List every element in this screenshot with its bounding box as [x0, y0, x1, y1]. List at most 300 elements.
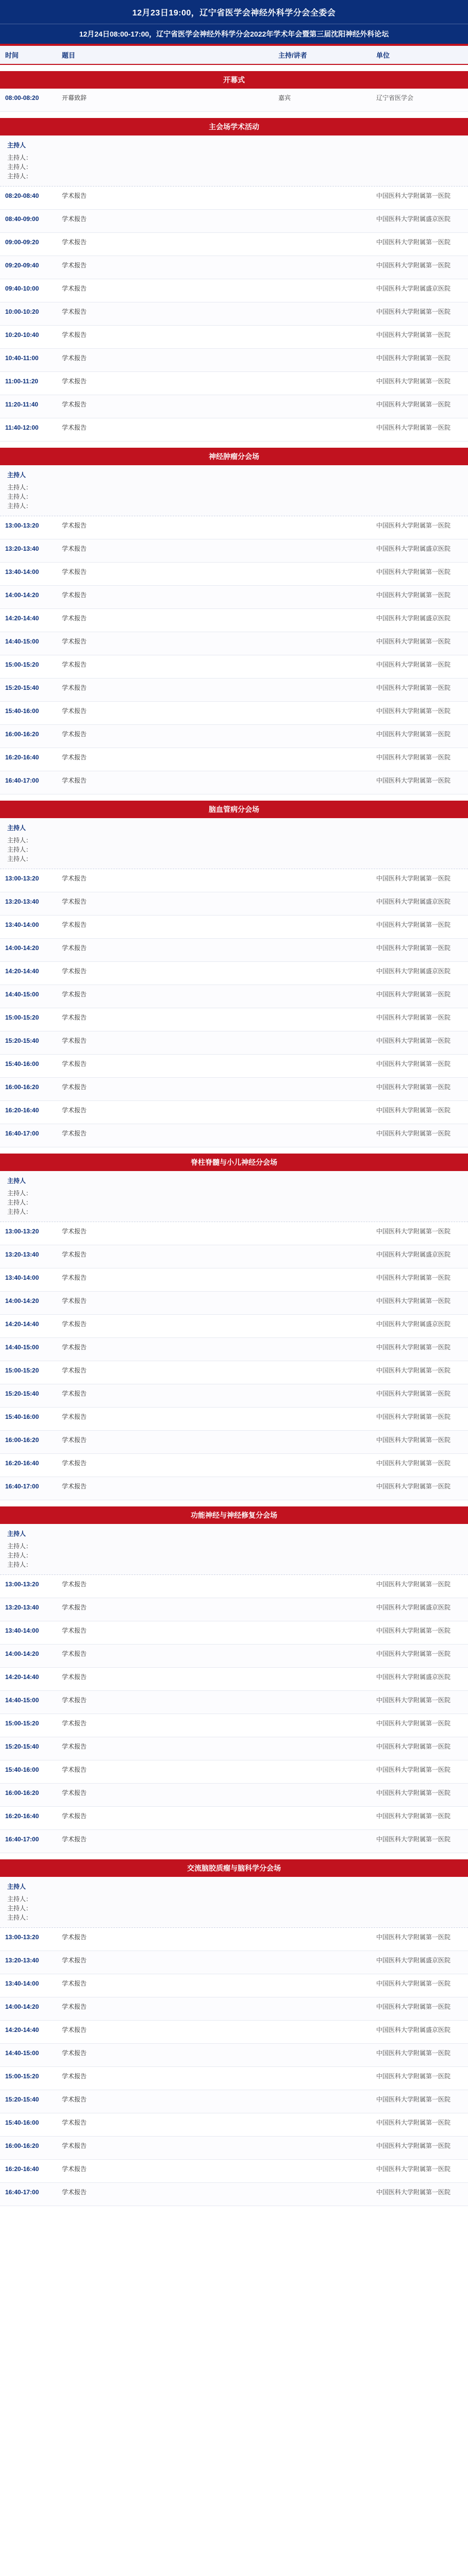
row-speaker — [273, 1575, 371, 1598]
row-topic: 学术报告 — [62, 1083, 87, 1091]
section-title: 主会场学术活动 — [0, 118, 468, 135]
row-speaker — [273, 1784, 371, 1806]
row-speaker — [273, 1361, 371, 1384]
row-time: 13:40-14:00 — [5, 1274, 39, 1281]
row-organization: 中国医科大学附属盛京医院 — [376, 898, 451, 905]
announcement-text: 12月23日19:00，辽宁省医学会神经外科学分会全委会 — [132, 8, 336, 18]
row-time: 13:40-14:00 — [5, 568, 39, 575]
row-time: 15:00-15:20 — [5, 2073, 39, 2080]
schedule-row — [0, 771, 468, 794]
schedule-row — [0, 563, 468, 586]
row-time: 13:00-13:20 — [5, 875, 39, 882]
row-speaker — [273, 1760, 371, 1783]
row-time: 15:40-16:00 — [5, 707, 39, 715]
row-topic: 学术报告 — [62, 2142, 87, 2149]
row-organization: 中国医科大学附属第一医院 — [376, 2142, 451, 2149]
row-organization: 中国医科大学附属第一医院 — [376, 1014, 451, 1021]
row-speaker — [273, 1338, 371, 1361]
schedule-row — [0, 326, 468, 349]
row-speaker — [273, 1408, 371, 1430]
schedule-row — [0, 279, 468, 302]
row-topic: 学术报告 — [62, 331, 87, 338]
row-organization: 中国医科大学附属第一医院 — [376, 1413, 451, 1420]
row-time: 15:20-15:40 — [5, 1743, 39, 1750]
row-time: 16:20-16:40 — [5, 2165, 39, 2173]
row-time: 11:20-11:40 — [5, 401, 39, 408]
schedule-row — [0, 302, 468, 326]
schedule-row — [0, 962, 468, 985]
row-organization: 中国医科大学附属盛京医院 — [376, 285, 451, 292]
column-topic-label: 题目 — [62, 52, 76, 59]
row-topic: 学术报告 — [62, 215, 87, 223]
header — [0, 0, 468, 46]
row-time: 15:00-15:20 — [5, 1720, 39, 1727]
schedule-row — [0, 985, 468, 1008]
moderator-line: 主持人： — [7, 173, 32, 180]
moderator-line: 主持人： — [7, 1895, 32, 1903]
schedule-row — [0, 1621, 468, 1645]
row-topic: 学术报告 — [62, 1980, 87, 1987]
row-speaker — [273, 233, 371, 256]
row-speaker — [273, 1245, 371, 1268]
moderators-block — [0, 1524, 468, 1575]
schedule-row — [0, 1361, 468, 1384]
schedule-row — [0, 1454, 468, 1477]
row-topic: 学术报告 — [62, 424, 87, 431]
moderator-line: 主持人： — [7, 837, 32, 844]
schedule-row — [0, 233, 468, 256]
schedule-section — [0, 1154, 468, 1500]
row-organization: 中国医科大学附属第一医院 — [376, 2096, 451, 2103]
row-speaker — [273, 1031, 371, 1054]
row-topic: 学术报告 — [62, 2026, 87, 2033]
moderator-line: 主持人： — [7, 1552, 32, 1559]
section-title: 神经肿瘤分会场 — [0, 448, 468, 465]
row-speaker — [273, 869, 371, 892]
schedule-row — [0, 1668, 468, 1691]
schedule-row — [0, 1101, 468, 1124]
schedule-row — [0, 1055, 468, 1078]
row-speaker — [273, 1997, 371, 2020]
moderators-label: 主持人 — [7, 471, 26, 479]
schedule-row — [0, 418, 468, 442]
row-topic: 学术报告 — [62, 2119, 87, 2126]
schedule-row — [0, 939, 468, 962]
row-organization: 中国医科大学附属第一医院 — [376, 754, 451, 761]
schedule-row — [0, 2183, 468, 2206]
moderator-line: 主持人： — [7, 1190, 32, 1197]
schedule-row — [0, 1714, 468, 1737]
row-topic: 学术报告 — [62, 2049, 87, 2057]
row-speaker: 嘉宾 — [278, 94, 291, 101]
schedule-row — [0, 869, 468, 892]
row-speaker — [273, 655, 371, 678]
row-organization: 中国医科大学附属第一医院 — [376, 1789, 451, 1797]
schedule-row — [0, 89, 468, 112]
row-speaker — [273, 725, 371, 748]
moderators-block — [0, 135, 468, 187]
schedule-row — [0, 702, 468, 725]
row-speaker — [273, 1101, 371, 1124]
row-topic: 学术报告 — [62, 401, 87, 408]
row-speaker — [273, 962, 371, 985]
row-time: 16:40-17:00 — [5, 2189, 39, 2196]
schedule-row — [0, 1928, 468, 1951]
row-organization: 中国医科大学附属第一医院 — [376, 1483, 451, 1490]
row-topic: 学术报告 — [62, 2189, 87, 2196]
row-topic: 学术报告 — [62, 1037, 87, 1044]
moderators-label: 主持人 — [7, 142, 26, 149]
schedule-row — [0, 1477, 468, 1500]
row-topic: 学术报告 — [62, 754, 87, 761]
row-time: 09:20-09:40 — [5, 262, 39, 269]
row-topic: 学术报告 — [62, 1627, 87, 1634]
row-organization: 中国医科大学附属第一医院 — [376, 1980, 451, 1987]
row-organization: 中国医科大学附属第一医院 — [376, 1344, 451, 1351]
row-topic: 学术报告 — [62, 378, 87, 385]
row-speaker — [273, 1598, 371, 1621]
row-time: 14:40-15:00 — [5, 1344, 39, 1351]
row-speaker — [273, 279, 371, 302]
row-speaker — [273, 1714, 371, 1737]
row-speaker — [273, 916, 371, 938]
schedule-row — [0, 395, 468, 418]
row-speaker — [273, 302, 371, 325]
row-time: 16:00-16:20 — [5, 1083, 39, 1091]
row-speaker — [273, 771, 371, 794]
row-time: 15:40-16:00 — [5, 1060, 39, 1067]
row-speaker — [273, 2021, 371, 2043]
moderator-line: 主持人： — [7, 1199, 32, 1206]
schedule-row — [0, 1268, 468, 1292]
row-topic: 学术报告 — [62, 545, 87, 552]
row-time: 14:00-14:20 — [5, 1650, 39, 1657]
row-speaker — [273, 395, 371, 418]
row-organization: 中国医科大学附属第一医院 — [376, 707, 451, 715]
row-time: 13:20-13:40 — [5, 1957, 39, 1964]
row-topic: 学术报告 — [62, 1413, 87, 1420]
row-time: 11:40-12:00 — [5, 424, 39, 431]
row-speaker — [273, 748, 371, 771]
row-organization: 中国医科大学附属第一医院 — [376, 378, 451, 385]
row-time: 13:20-13:40 — [5, 545, 39, 552]
row-speaker — [273, 1974, 371, 1997]
row-topic: 学术报告 — [62, 777, 87, 784]
row-time: 16:20-16:40 — [5, 754, 39, 761]
row-topic: 学术报告 — [62, 1251, 87, 1258]
row-speaker — [273, 586, 371, 608]
row-topic: 学术报告 — [62, 239, 87, 246]
row-topic: 学术报告 — [62, 1812, 87, 1820]
schedule-row — [0, 1830, 468, 1853]
row-organization: 中国医科大学附属第一医院 — [376, 401, 451, 408]
row-organization: 中国医科大学附属盛京医院 — [376, 968, 451, 975]
row-organization: 中国医科大学附属盛京医院 — [376, 1673, 451, 1681]
row-time: 11:00-11:20 — [5, 378, 39, 385]
schedule-row — [0, 632, 468, 655]
row-organization: 中国医科大学附属第一医院 — [376, 591, 451, 599]
row-organization: 中国医科大学附属第一医院 — [376, 1037, 451, 1044]
row-topic: 学术报告 — [62, 1228, 87, 1235]
row-speaker — [273, 187, 371, 209]
row-organization: 中国医科大学附属第一医院 — [376, 1274, 451, 1281]
row-time: 15:00-15:20 — [5, 661, 39, 668]
row-speaker — [273, 1454, 371, 1477]
row-topic: 学术报告 — [62, 1743, 87, 1750]
schedule-row — [0, 892, 468, 916]
row-speaker — [273, 256, 371, 279]
row-topic: 学术报告 — [62, 1390, 87, 1397]
row-speaker — [273, 1124, 371, 1147]
schedule-row — [0, 1292, 468, 1315]
schedule-sections — [0, 71, 468, 2206]
row-speaker — [273, 1668, 371, 1690]
row-topic: 学术报告 — [62, 1604, 87, 1611]
row-speaker — [273, 1292, 371, 1314]
row-organization: 中国医科大学附属盛京医院 — [376, 1251, 451, 1258]
row-topic: 学术报告 — [62, 1367, 87, 1374]
schedule-row — [0, 1951, 468, 1974]
row-speaker — [273, 326, 371, 348]
row-organization: 中国医科大学附属第一医院 — [376, 1367, 451, 1374]
row-topic: 学术报告 — [62, 2003, 87, 2010]
row-time: 14:20-14:40 — [5, 615, 39, 622]
schedule-section — [0, 118, 468, 442]
row-organization: 中国医科大学附属第一医院 — [376, 638, 451, 645]
row-organization: 中国医科大学附属第一医院 — [376, 875, 451, 882]
row-topic: 学术报告 — [62, 285, 87, 292]
row-topic: 学术报告 — [62, 707, 87, 715]
row-topic: 学术报告 — [62, 1297, 87, 1304]
row-topic: 学术报告 — [62, 2165, 87, 2173]
row-time: 16:20-16:40 — [5, 1812, 39, 1820]
row-topic: 学术报告 — [62, 1274, 87, 1281]
row-organization: 中国医科大学附属第一医院 — [376, 1812, 451, 1820]
row-speaker — [273, 1315, 371, 1337]
moderators-block — [0, 818, 468, 869]
row-topic: 开幕致辞 — [62, 94, 87, 101]
row-topic: 学术报告 — [62, 921, 87, 928]
row-organization: 中国医科大学附属第一医院 — [376, 2003, 451, 2010]
row-time: 13:00-13:20 — [5, 522, 39, 529]
row-organization: 中国医科大学附属第一医院 — [376, 192, 451, 199]
row-speaker — [273, 939, 371, 961]
schedule-row — [0, 1222, 468, 1245]
row-time: 13:40-14:00 — [5, 921, 39, 928]
row-speaker — [273, 1830, 371, 1853]
row-time: 14:20-14:40 — [5, 1320, 39, 1328]
row-topic: 学术报告 — [62, 1697, 87, 1704]
row-topic: 学术报告 — [62, 308, 87, 315]
row-topic: 学术报告 — [62, 1673, 87, 1681]
row-topic: 学术报告 — [62, 1344, 87, 1351]
row-topic: 学术报告 — [62, 684, 87, 691]
moderator-line: 主持人： — [7, 1914, 32, 1921]
moderator-line: 主持人： — [7, 1543, 32, 1550]
schedule-row — [0, 1008, 468, 1031]
schedule-row — [0, 187, 468, 210]
subtitle-text: 12月24日08:00-17:00，辽宁省医学会神经外科学分会2022年学术年会暨第三届沈阳神经外科论坛 — [0, 24, 468, 44]
row-speaker — [273, 2160, 371, 2182]
schedule-row — [0, 516, 468, 539]
schedule-row — [0, 2044, 468, 2067]
row-organization: 中国医科大学附属第一医院 — [376, 777, 451, 784]
row-topic: 学术报告 — [62, 1766, 87, 1773]
row-speaker — [273, 1477, 371, 1500]
column-time-label: 时间 — [5, 52, 19, 59]
schedule-row — [0, 1645, 468, 1668]
row-organization: 中国医科大学附属第一医院 — [376, 1697, 451, 1704]
moderator-line: 主持人： — [7, 154, 32, 161]
row-speaker — [273, 563, 371, 585]
row-speaker — [273, 539, 371, 562]
row-organization: 中国医科大学附属盛京医院 — [376, 1320, 451, 1328]
row-time: 16:20-16:40 — [5, 1460, 39, 1467]
row-organization: 中国医科大学附属第一医院 — [376, 262, 451, 269]
schedule-section — [0, 71, 468, 112]
schedule-row — [0, 2067, 468, 2090]
row-topic: 学术报告 — [62, 1650, 87, 1657]
row-time: 09:40-10:00 — [5, 285, 39, 292]
row-topic: 学术报告 — [62, 1014, 87, 1021]
moderator-line: 主持人： — [7, 502, 32, 510]
row-time: 14:00-14:20 — [5, 591, 39, 599]
row-organization: 中国医科大学附属第一医院 — [376, 354, 451, 362]
row-topic: 学术报告 — [62, 192, 87, 199]
row-organization: 中国医科大学附属第一医院 — [376, 2073, 451, 2080]
section-title: 交流脑胶质瘤与脑科学分会场 — [0, 1859, 468, 1877]
row-speaker — [273, 1008, 371, 1031]
row-topic: 学术报告 — [62, 1720, 87, 1727]
row-time: 14:20-14:40 — [5, 1673, 39, 1681]
schedule-row — [0, 2021, 468, 2044]
row-organization: 中国医科大学附属第一医院 — [376, 1836, 451, 1843]
schedule-row — [0, 916, 468, 939]
row-time: 15:00-15:20 — [5, 1014, 39, 1021]
row-topic: 学术报告 — [62, 568, 87, 575]
row-topic: 学术报告 — [62, 991, 87, 998]
row-topic: 学术报告 — [62, 1320, 87, 1328]
schedule-row — [0, 1315, 468, 1338]
row-topic: 学术报告 — [62, 591, 87, 599]
row-time: 10:20-10:40 — [5, 331, 39, 338]
row-topic: 学术报告 — [62, 1934, 87, 1941]
row-time: 13:20-13:40 — [5, 1604, 39, 1611]
schedule-row — [0, 372, 468, 395]
row-topic: 学术报告 — [62, 1836, 87, 1843]
moderator-line: 主持人： — [7, 484, 32, 491]
moderator-line: 主持人： — [7, 1561, 32, 1568]
row-organization: 中国医科大学附属盛京医院 — [376, 215, 451, 223]
row-topic: 学术报告 — [62, 638, 87, 645]
schedule-row — [0, 1974, 468, 1997]
row-time: 15:20-15:40 — [5, 2096, 39, 2103]
moderator-line: 主持人： — [7, 493, 32, 500]
row-topic: 学术报告 — [62, 1581, 87, 1588]
schedule-row — [0, 1737, 468, 1760]
row-organization: 中国医科大学附属第一医院 — [376, 1460, 451, 1467]
schedule-row — [0, 2113, 468, 2137]
schedule-row — [0, 2090, 468, 2113]
moderators-label: 主持人 — [7, 1883, 26, 1890]
row-time: 13:00-13:20 — [5, 1581, 39, 1588]
row-organization: 中国医科大学附属第一医院 — [376, 1650, 451, 1657]
row-topic: 学术报告 — [62, 1107, 87, 1114]
schedule-row — [0, 349, 468, 372]
row-organization: 中国医科大学附属第一医院 — [376, 1130, 451, 1137]
row-speaker — [273, 1691, 371, 1714]
schedule-row — [0, 1031, 468, 1055]
schedule-row — [0, 2137, 468, 2160]
row-speaker — [273, 2044, 371, 2066]
row-organization: 中国医科大学附属第一医院 — [376, 991, 451, 998]
row-time: 13:00-13:20 — [5, 1228, 39, 1235]
row-speaker — [273, 2113, 371, 2136]
schedule-row — [0, 655, 468, 679]
row-time: 13:00-13:20 — [5, 1934, 39, 1941]
row-time: 14:20-14:40 — [5, 968, 39, 975]
row-organization: 中国医科大学附属第一医院 — [376, 522, 451, 529]
row-time: 13:20-13:40 — [5, 898, 39, 905]
row-time: 14:40-15:00 — [5, 1697, 39, 1704]
schedule-row — [0, 1384, 468, 1408]
row-organization: 中国医科大学附属盛京医院 — [376, 1604, 451, 1611]
row-time: 16:20-16:40 — [5, 1107, 39, 1114]
row-time: 15:20-15:40 — [5, 1390, 39, 1397]
moderators-block — [0, 465, 468, 516]
row-topic: 学术报告 — [62, 2073, 87, 2080]
row-speaker — [273, 1951, 371, 1974]
row-organization: 中国医科大学附属第一医院 — [376, 661, 451, 668]
schedule-row — [0, 1760, 468, 1784]
row-time: 14:40-15:00 — [5, 638, 39, 645]
row-topic: 学术报告 — [62, 615, 87, 622]
row-time: 16:40-17:00 — [5, 1483, 39, 1490]
row-organization: 中国医科大学附属第一医院 — [376, 1581, 451, 1588]
row-speaker — [273, 702, 371, 724]
row-topic: 学术报告 — [62, 968, 87, 975]
row-speaker — [273, 1268, 371, 1291]
row-time: 14:20-14:40 — [5, 2026, 39, 2033]
row-speaker — [273, 2183, 371, 2206]
row-organization: 中国医科大学附属第一医院 — [376, 1107, 451, 1114]
row-topic: 学术报告 — [62, 1483, 87, 1490]
row-organization: 中国医科大学附属第一医院 — [376, 1720, 451, 1727]
column-org-label: 单位 — [376, 52, 390, 59]
row-organization: 中国医科大学附属第一医院 — [376, 308, 451, 315]
row-time: 15:40-16:00 — [5, 1413, 39, 1420]
row-organization: 辽宁省医学会 — [376, 94, 414, 101]
section-title: 功能神经与神经修复分会场 — [0, 1506, 468, 1524]
row-organization: 中国医科大学附属盛京医院 — [376, 1957, 451, 1964]
row-time: 13:20-13:40 — [5, 1251, 39, 1258]
schedule-column-header — [0, 46, 468, 65]
row-topic: 学术报告 — [62, 522, 87, 529]
row-organization: 中国医科大学附属第一医院 — [376, 1083, 451, 1091]
row-speaker — [273, 1431, 371, 1453]
row-organization: 中国医科大学附属盛京医院 — [376, 545, 451, 552]
row-time: 13:40-14:00 — [5, 1980, 39, 1987]
row-organization: 中国医科大学附属第一医院 — [376, 239, 451, 246]
row-organization: 中国医科大学附属第一医院 — [376, 568, 451, 575]
moderator-line: 主持人： — [7, 1905, 32, 1912]
row-speaker — [273, 2090, 371, 2113]
schedule-row — [0, 1338, 468, 1361]
schedule-row — [0, 679, 468, 702]
row-organization: 中国医科大学附属第一医院 — [376, 1390, 451, 1397]
row-organization: 中国医科大学附属第一医院 — [376, 684, 451, 691]
row-organization: 中国医科大学附属第一医院 — [376, 2189, 451, 2196]
